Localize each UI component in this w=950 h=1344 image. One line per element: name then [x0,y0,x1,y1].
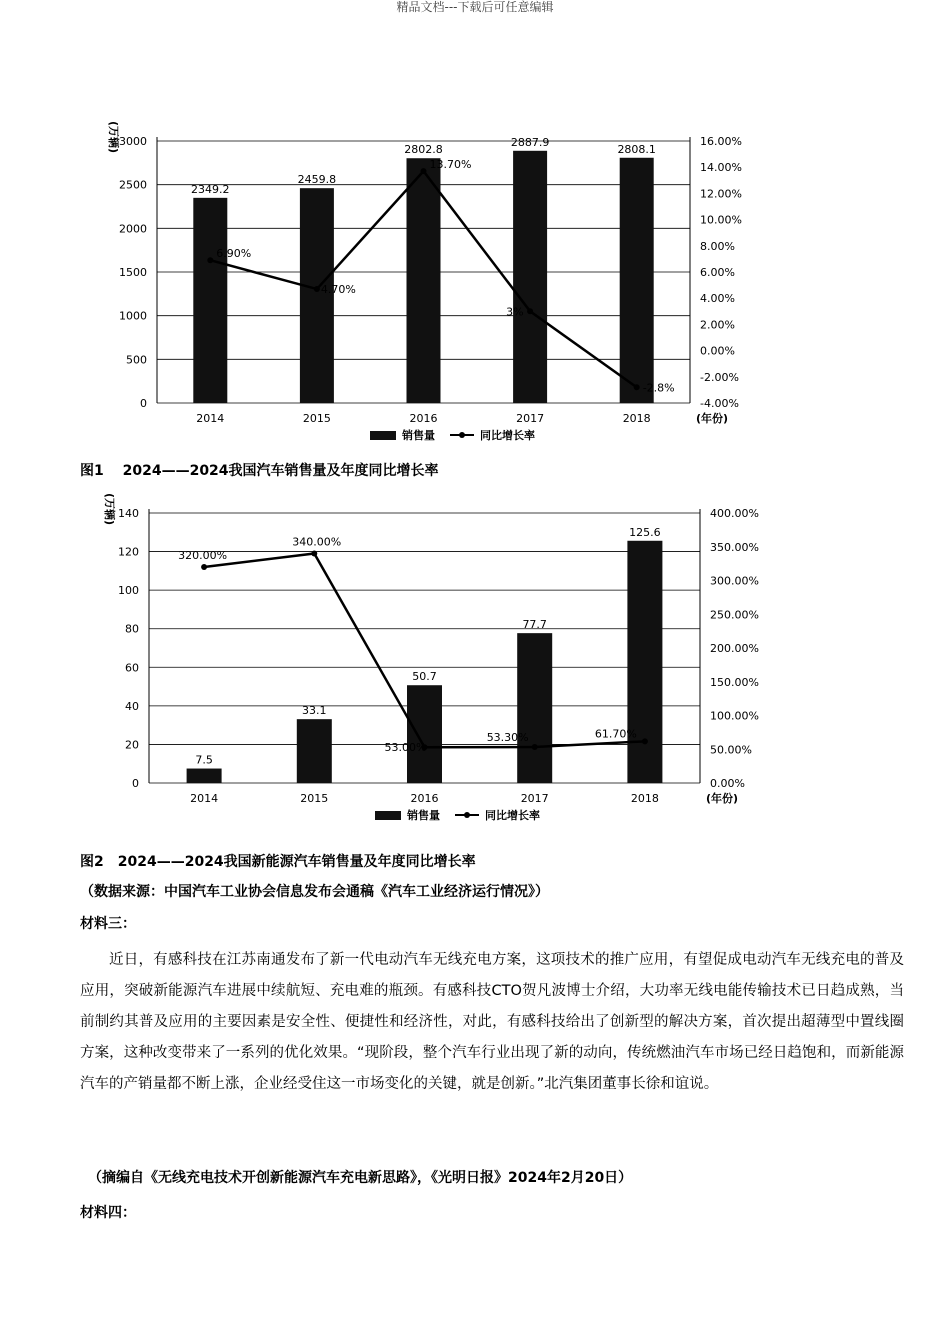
chart1-y2-tick-label: 4.00% [700,292,735,306]
chart2-bar [627,541,662,783]
chart1-y2-tick-label: 0.00% [700,344,735,358]
chart1-bar [620,158,654,403]
chart1-y-tick-label: 500 [126,353,147,367]
chart2-y2-tick-label: 350.00% [710,540,759,554]
chart1-y2-tick-label: 8.00% [700,239,735,253]
chart1-y2-tick-label: 10.00% [700,213,742,227]
chart2-y-tick-label: 140 [118,507,139,520]
chart2-bar [517,633,552,783]
chart1-bar-label: 2808.1 [617,142,656,156]
chart1-growth-label: 6.90% [216,247,252,261]
chart1-legend-bar-swatch [370,431,396,440]
figure-1-caption: 图1 2024——2024我国汽车销售量及年度同比增长率 [80,463,439,479]
chart2-x-tick-label: 2015 [300,792,329,805]
chart1-y-tick-label: 1000 [119,309,147,323]
chart1-bar-label: 2887.9 [510,135,550,149]
chart1-y-tick-label: 2500 [119,178,147,192]
chart1-bar [513,151,547,403]
chart1-bar-label: 2349.2 [191,182,230,196]
chart2-growth-label: 61.70% [594,727,637,741]
chart2-growth-point [642,738,648,744]
chart2-x-tick-label: 2018 [630,792,659,805]
chart1-y2-tick-label: -2.00% [700,370,739,384]
chart-1 [0,100,950,450]
chart2-y2-tick-label: 200.00% [710,642,759,655]
chart2-bar-label: 77.7 [522,618,547,632]
chart2-bar [187,769,222,783]
chart2-x-tick-label: 2014 [190,792,219,805]
chart1-bar [193,198,227,403]
chart1-growth-label: -2.8% [642,381,675,395]
chart2-y2-tick-label: 100.00% [710,709,759,723]
page-header: 精品文档---下载后可任意编辑 [396,0,554,14]
chart2-y-tick-label: 100 [118,584,139,598]
data-source-note: （数据来源：中国汽车工业协会信息发布会通稿《汽车工业经济运行情况》） [80,884,549,900]
chart2-growth-point [532,744,538,750]
chart1-y-tick-label: 2000 [119,222,147,236]
chart2-y-axis-label: (万辆) [103,492,116,526]
chart2-bar-label: 50.7 [412,670,437,684]
chart2-y-tick-label: 0 [132,777,139,790]
chart2-y-tick-label: 20 [125,738,139,752]
chart1-legend-line-label: 同比增长率 [480,429,535,442]
chart-2 [0,492,950,828]
chart2-y2-tick-label: 150.00% [710,675,759,689]
chart1-y2-tick-label: 2.00% [700,318,735,332]
chart1-x-tick-label: 2018 [622,412,651,425]
chart1-x-tick-label: 2014 [196,412,225,425]
material-3-text: 近日，有感科技在江苏南通发布了新一代电动汽车无线充电方案，这项技术的推广应用，有望促成电动汽车无线充电的普及应用，突破新能源汽车进展中续航短、充电难的瓶颈。有感科技CTO贺凡波博士介绍，大功率无线电能传输技术已日趋成熟，当前制约其普及应用的主要因素是安全性、便捷性和经济性，对此，有感科技给出了创新型的解决方案，首次提出超薄型中置线圈方案，这种改变带来了一系列的优化效果。“现阶段，整个汽车行业出现了新的动向，传统燃油汽车市场已经日趋饱和，而新能源汽车的产销量都不断上涨，企业经受住这一市场变化的关键，就是创新。”北汽集团董事长徐和谊说。 [80,952,904,1092]
chart1-growth-label: 4.70% [320,283,356,297]
chart2-bar-label: 33.1 [302,704,327,718]
chart1-x-tick-label: 2017 [516,412,545,425]
chart1-y-axis-label: (万辆) [107,120,120,154]
chart1-y2-tick-label: 16.00% [700,135,742,148]
chart2-bar [297,719,332,783]
chart2-legend-line-marker [464,812,470,818]
chart1-legend-line-marker [459,432,465,438]
chart2-y2-tick-label: 250.00% [710,608,759,622]
chart2-x-tick-label: 2016 [410,792,439,805]
chart2-growth-label: 340.00% [292,535,342,549]
chart1-growth-point [527,308,533,314]
chart2-growth-point [311,551,317,557]
chart1-growth-point [207,257,213,263]
material-4-title: 材料四： [80,1205,136,1221]
chart2-bar-label: 7.5 [195,753,213,767]
material-3-body [80,945,904,1100]
chart2-x-axis-unit: (年份) [705,792,739,805]
chart2-y-tick-label: 120 [118,545,139,559]
chart2-y-tick-label: 60 [125,661,139,675]
figure-2-caption: 图2 2024——2024我国新能源汽车销售量及年度同比增长率 [80,854,476,870]
chart2-growth-label: 53.30% [486,731,529,745]
material-3-source: （摘编自《无线充电技术开创新能源汽车充电新思路》，《光明日报》2024年2月20日） [88,1170,633,1186]
chart1-x-tick-label: 2015 [302,412,331,425]
chart2-y2-tick-label: 400.00% [710,507,759,520]
chart1-growth-point [421,168,427,174]
chart1-y2-tick-label: 14.00% [700,161,742,175]
chart2-y2-tick-label: 0.00% [710,777,745,790]
chart1-bar [407,158,441,403]
chart1-y2-tick-label: -4.00% [700,397,739,410]
chart2-x-tick-label: 2017 [520,792,549,805]
chart2-y2-tick-label: 300.00% [710,574,759,588]
material-3-title: 材料三： [80,916,136,932]
chart1-y2-tick-label: 6.00% [700,266,735,279]
chart1-bar-label: 2802.8 [404,143,443,157]
chart2-legend-line-label: 同比增长率 [485,809,540,822]
chart2-legend-bar-swatch [375,811,401,820]
chart2-y-tick-label: 80 [125,622,139,636]
chart1-x-tick-label: 2016 [409,412,438,425]
chart2-growth-point [201,564,207,570]
chart1-y-tick-label: 0 [140,397,147,410]
chart1-growth-point [314,286,320,292]
chart1-y2-tick-label: 12.00% [700,187,742,201]
chart1-growth-label: 3% [506,305,524,319]
chart1-y-tick-label: 3000 [119,135,147,148]
chart2-growth-label: 320.00% [178,549,228,562]
chart2-y2-tick-label: 50.00% [710,743,752,757]
chart2-y-tick-label: 40 [125,699,139,713]
chart1-growth-point [634,384,640,390]
chart1-legend-bar-label: 销售量 [402,429,435,442]
chart2-legend-bar-label: 销售量 [407,809,440,822]
chart2-bar-label: 125.6 [629,525,661,539]
chart1-growth-label: 13.70% [429,158,472,172]
chart2-bar [407,685,442,783]
chart1-y-tick-label: 1500 [119,266,147,279]
chart2-growth-label: 53.00% [384,741,427,755]
chart1-bar-label: 2459.8 [297,173,337,187]
chart1-x-axis-unit: (年份) [695,412,729,425]
